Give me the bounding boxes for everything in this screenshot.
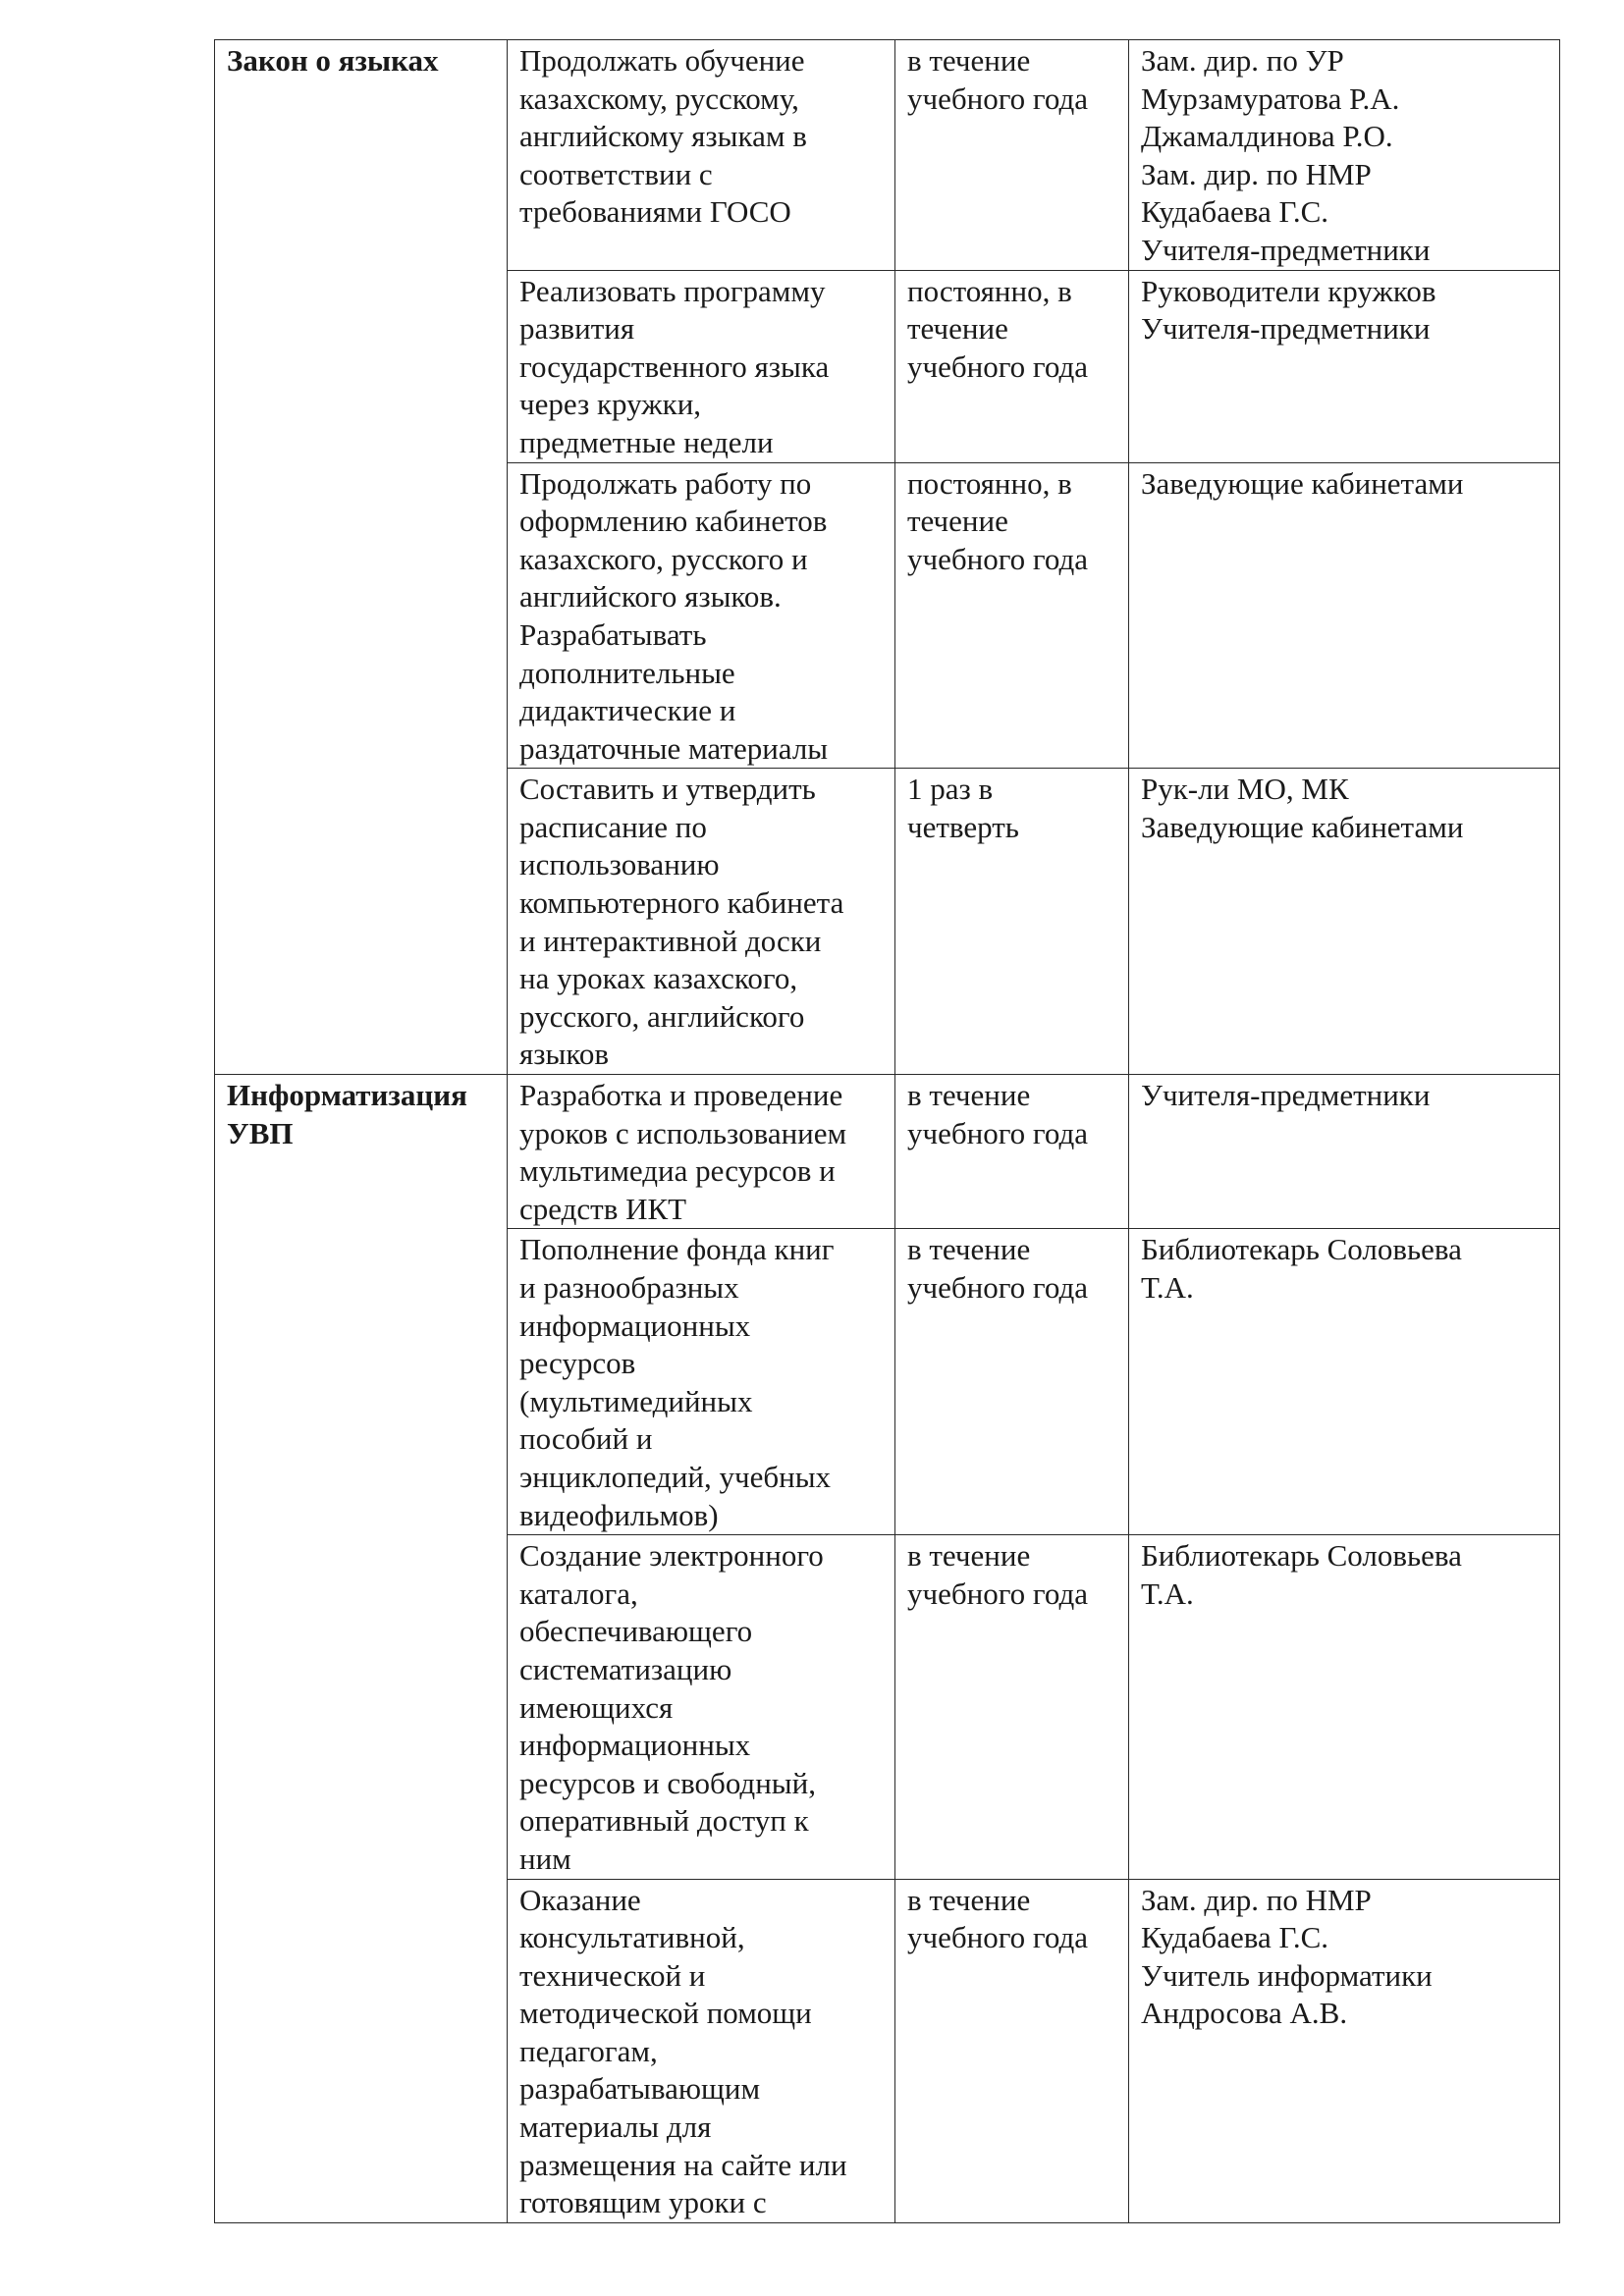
deadline-cell: постоянно, в течение учебного года	[895, 462, 1129, 769]
deadline-cell: в течение учебного года	[895, 1075, 1129, 1229]
deadline-cell: в течение учебного года	[895, 1229, 1129, 1535]
deadline-cell: в течение учебного года	[895, 40, 1129, 271]
activity-cell: Реализовать программу развития государственного языка через кружки, предметные недели	[508, 270, 895, 462]
activity-cell: Составить и утвердить расписание по использованию компьютерного кабинета и интерактивной доски на уроках казахского, русского, английского языков	[508, 769, 895, 1075]
activity-cell: Продолжать работу по оформлению кабинетов казахского, русского и английского языков. Разрабатывать дополнительные дидактические и раздаточные материалы	[508, 462, 895, 769]
responsible-cell: Руководители кружков Учителя-предметники	[1129, 270, 1560, 462]
responsible-cell: Зам. дир. по НМР Кудабаева Г.С. Учитель информатики Андросова А.В.	[1129, 1879, 1560, 2222]
responsible-cell: Заведующие кабинетами	[1129, 462, 1560, 769]
activity-cell: Создание электронного каталога, обеспечивающего систематизацию имеющихся информационных ресурсов и свободный, оперативный доступ к ним	[508, 1535, 895, 1879]
responsible-cell: Учителя-предметники	[1129, 1075, 1560, 1229]
section-title-informatization: Информатизация УВП	[215, 1075, 508, 2223]
activity-cell: Пополнение фонда книг и разнообразных информационных ресурсов (мультимедийных пособий и энциклопедий, учебных видеофильмов)	[508, 1229, 895, 1535]
activity-cell: Разработка и проведение уроков с использованием мультимедиа ресурсов и средств ИКТ	[508, 1075, 895, 1229]
plan-table	[214, 39, 1560, 2223]
responsible-cell: Библиотекарь Соловьева Т.А.	[1129, 1535, 1560, 1879]
deadline-cell: постоянно, в течение учебного года	[895, 270, 1129, 462]
activity-cell: Продолжать обучение казахскому, русскому, английскому языкам в соответствии с требованиями ГОСО	[508, 40, 895, 271]
table-row	[215, 1075, 1560, 1229]
deadline-cell: 1 раз в четверть	[895, 769, 1129, 1075]
section-title-language-law: Закон о языках	[215, 40, 508, 1075]
activity-cell: Оказание консультативной, технической и методической помощи педагогам, разрабатывающим материалы для размещения на сайте или готовящим уроки с	[508, 1879, 895, 2222]
responsible-cell: Библиотекарь Соловьева Т.А.	[1129, 1229, 1560, 1535]
table-row	[215, 40, 1560, 271]
responsible-cell: Рук-ли МО, МК Заведующие кабинетами	[1129, 769, 1560, 1075]
responsible-cell: Зам. дир. по УР Мурзамуратова Р.А. Джамалдинова Р.О. Зам. дир. по НМР Кудабаева Г.С. Учителя-предметники	[1129, 40, 1560, 271]
deadline-cell: в течение учебного года	[895, 1879, 1129, 2222]
deadline-cell: в течение учебного года	[895, 1535, 1129, 1879]
